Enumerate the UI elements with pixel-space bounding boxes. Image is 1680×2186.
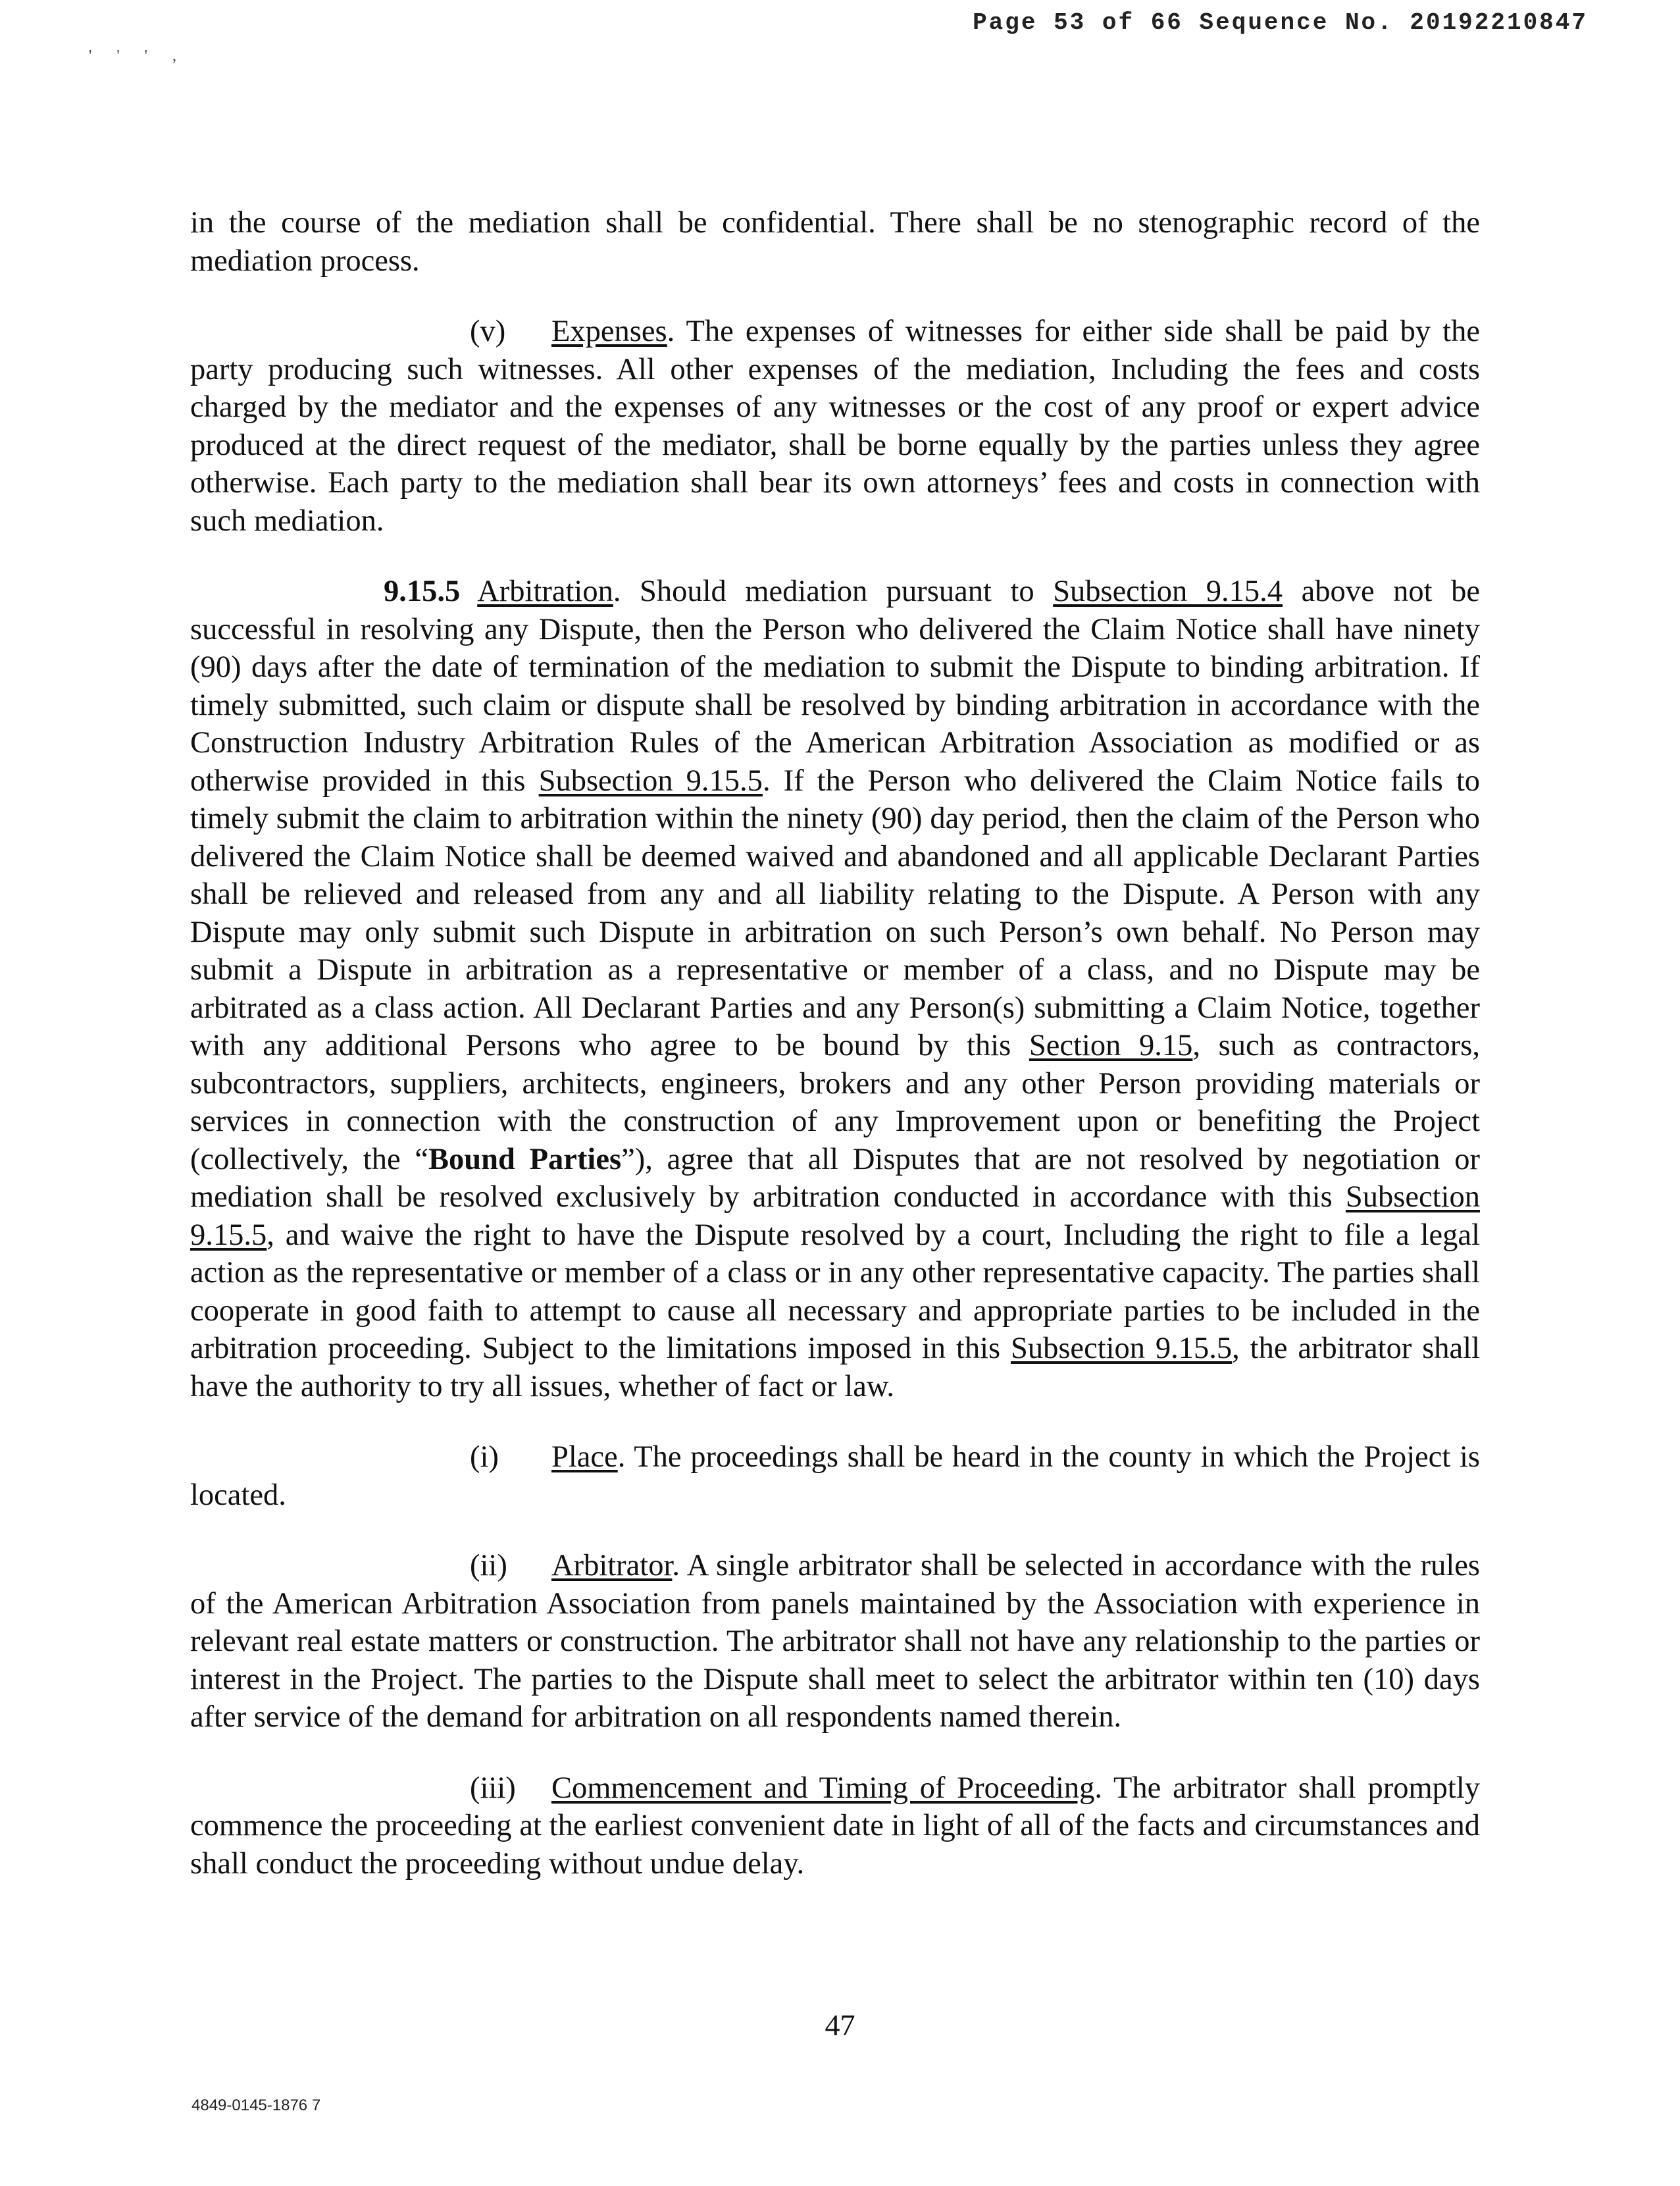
cross-reference: Section 9.15 [1029, 1029, 1193, 1062]
arbitration-text-7: , the arbitrator shall have the authority to try all issues, whether of fact or law. [190, 1332, 1481, 1403]
cross-reference: Subsection 9.15.5 [538, 764, 763, 798]
commencement-text: . The arbitrator shall promptly commence the proceeding at the earliest convenient date in light of all of the facts and circumstances and shall conduct the proceeding without undue delay. [190, 1771, 1480, 1881]
arbitrator-text: . A single arbitrator shall be selected in accordance with the rules of the American Arbitration Association from panels maintained by the Association with experience in relevant real estate matters or construction. The arbitrator shall not have any relationship to the parties or interest in the Project. The parties to the Dispute shall meet to select the arbitrator within ten (10) days after service of the demand for arbitration on all respondents named therein. [190, 1549, 1480, 1734]
heading-expenses: Expenses [551, 315, 667, 348]
arbitration-text-6: , and waive the right to have the Dispute resolved by a court, Including the right to file a legal action as the representative or member of a class or in any other representative capacity. The parties shall cooperate in good faith to attempt to cause all necessary and appropriate parties to be included in the arbitration proceeding. Subject to the limitations imposed in this [190, 1218, 1480, 1365]
arbitration-text-3: . If the Person who delivered the Claim Notice fails to timely submit the claim to arbitration within the ninety (90) day period, then the claim of the Person who delivered the Claim Notice shall be deemed waived and abandoned and all applicable Declarant Parties shall be relieved and released from any and all liability relating to the Dispute. A Person with any Dispute may only submit such Dispute in arbitration on such Person’s own behalf. No Person may submit a Dispute in arbitration as a representative or member of a class, and no Dispute may be arbitrated as a class action. All Declarant Parties and any Person(s) submitting a Claim Notice, together with any additional Persons who agree to be bound by this [190, 764, 1480, 1062]
paragraph-arbitrator [190, 1547, 1480, 1736]
section-number: 9.15.5 [384, 575, 461, 608]
cross-reference: Subsection 9.15.5 [1010, 1332, 1233, 1365]
item-number: (v) [470, 315, 506, 348]
heading-place: Place [551, 1440, 618, 1474]
arbitration-text-5: ”), agree that all Disputes that are not resolved by negotiation or mediation shall be resolved exclusively by arbitration conducted in accordance with this [190, 1142, 1480, 1214]
heading-arbitration: Arbitration [477, 575, 613, 608]
paragraph-expenses [190, 313, 1480, 540]
expenses-text: . The expenses of witnesses for either side shall be paid by the party producing such witnesses. All other expenses of the mediation, Including the fees and costs charged by the mediator and the expenses of any witnesses or the cost of any proof or expert advice produced at the direct request of the mediator, shall be borne equally by the parties unless they agree otherwise. Each party to the mediation shall bear its own attorneys’ fees and costs in connection with such mediation. [190, 315, 1480, 538]
item-number: (ii) [470, 1549, 507, 1582]
document-body [190, 204, 1480, 1915]
arbitration-text-2: above not be successful in resolving any Dispute, then the Person who delivered the Claim Notice shall have ninety (90) days after the date of termination of the mediation to submit the Dispute to binding arbitration. If timely submitted, such claim or dispute shall be resolved by binding arbitration in accordance with the Construction Industry Arbitration Rules of the American Arbitration Association as modified or as otherwise provided in this [190, 575, 1480, 798]
paragraph-place [190, 1438, 1480, 1514]
heading-arbitrator: Arbitrator [551, 1549, 673, 1582]
page-sequence-header: Page 53 of 66 Sequence No. 20192210847 [973, 9, 1588, 36]
defined-term-bound-parties: Bound Parties [428, 1142, 622, 1176]
paragraph-commencement [190, 1769, 1480, 1883]
scan-specks: ' ' ' , [89, 47, 187, 65]
arbitration-text-4: , such as contractors, subcontractors, suppliers, architects, engineers, brokers and any other Person providing materials or services in connection with the construction of any Improvement upon or benefiting the Project (collectively, the “ [190, 1029, 1480, 1176]
heading-commencement: Commencement and Timing of Proceeding [551, 1771, 1095, 1805]
paragraph-arbitration [190, 573, 1480, 1405]
item-number: (iii) [470, 1771, 516, 1805]
cross-reference: Subsection 9.15.5 [190, 1180, 1480, 1252]
document-id: 4849-0145-1876 7 [191, 2096, 321, 2114]
item-number: (i) [470, 1440, 499, 1474]
paragraph-mediation-confidential: in the course of the mediation shall be confidential. There shall be no stenographic record of the mediation process. [190, 206, 1480, 278]
cross-reference: Subsection 9.15.4 [1053, 575, 1283, 608]
place-text: . The proceedings shall be heard in the county in which the Project is located. [190, 1440, 1480, 1512]
arbitration-text-1: . Should mediation pursuant to [613, 575, 1054, 608]
page-number: 47 [825, 2008, 855, 2042]
